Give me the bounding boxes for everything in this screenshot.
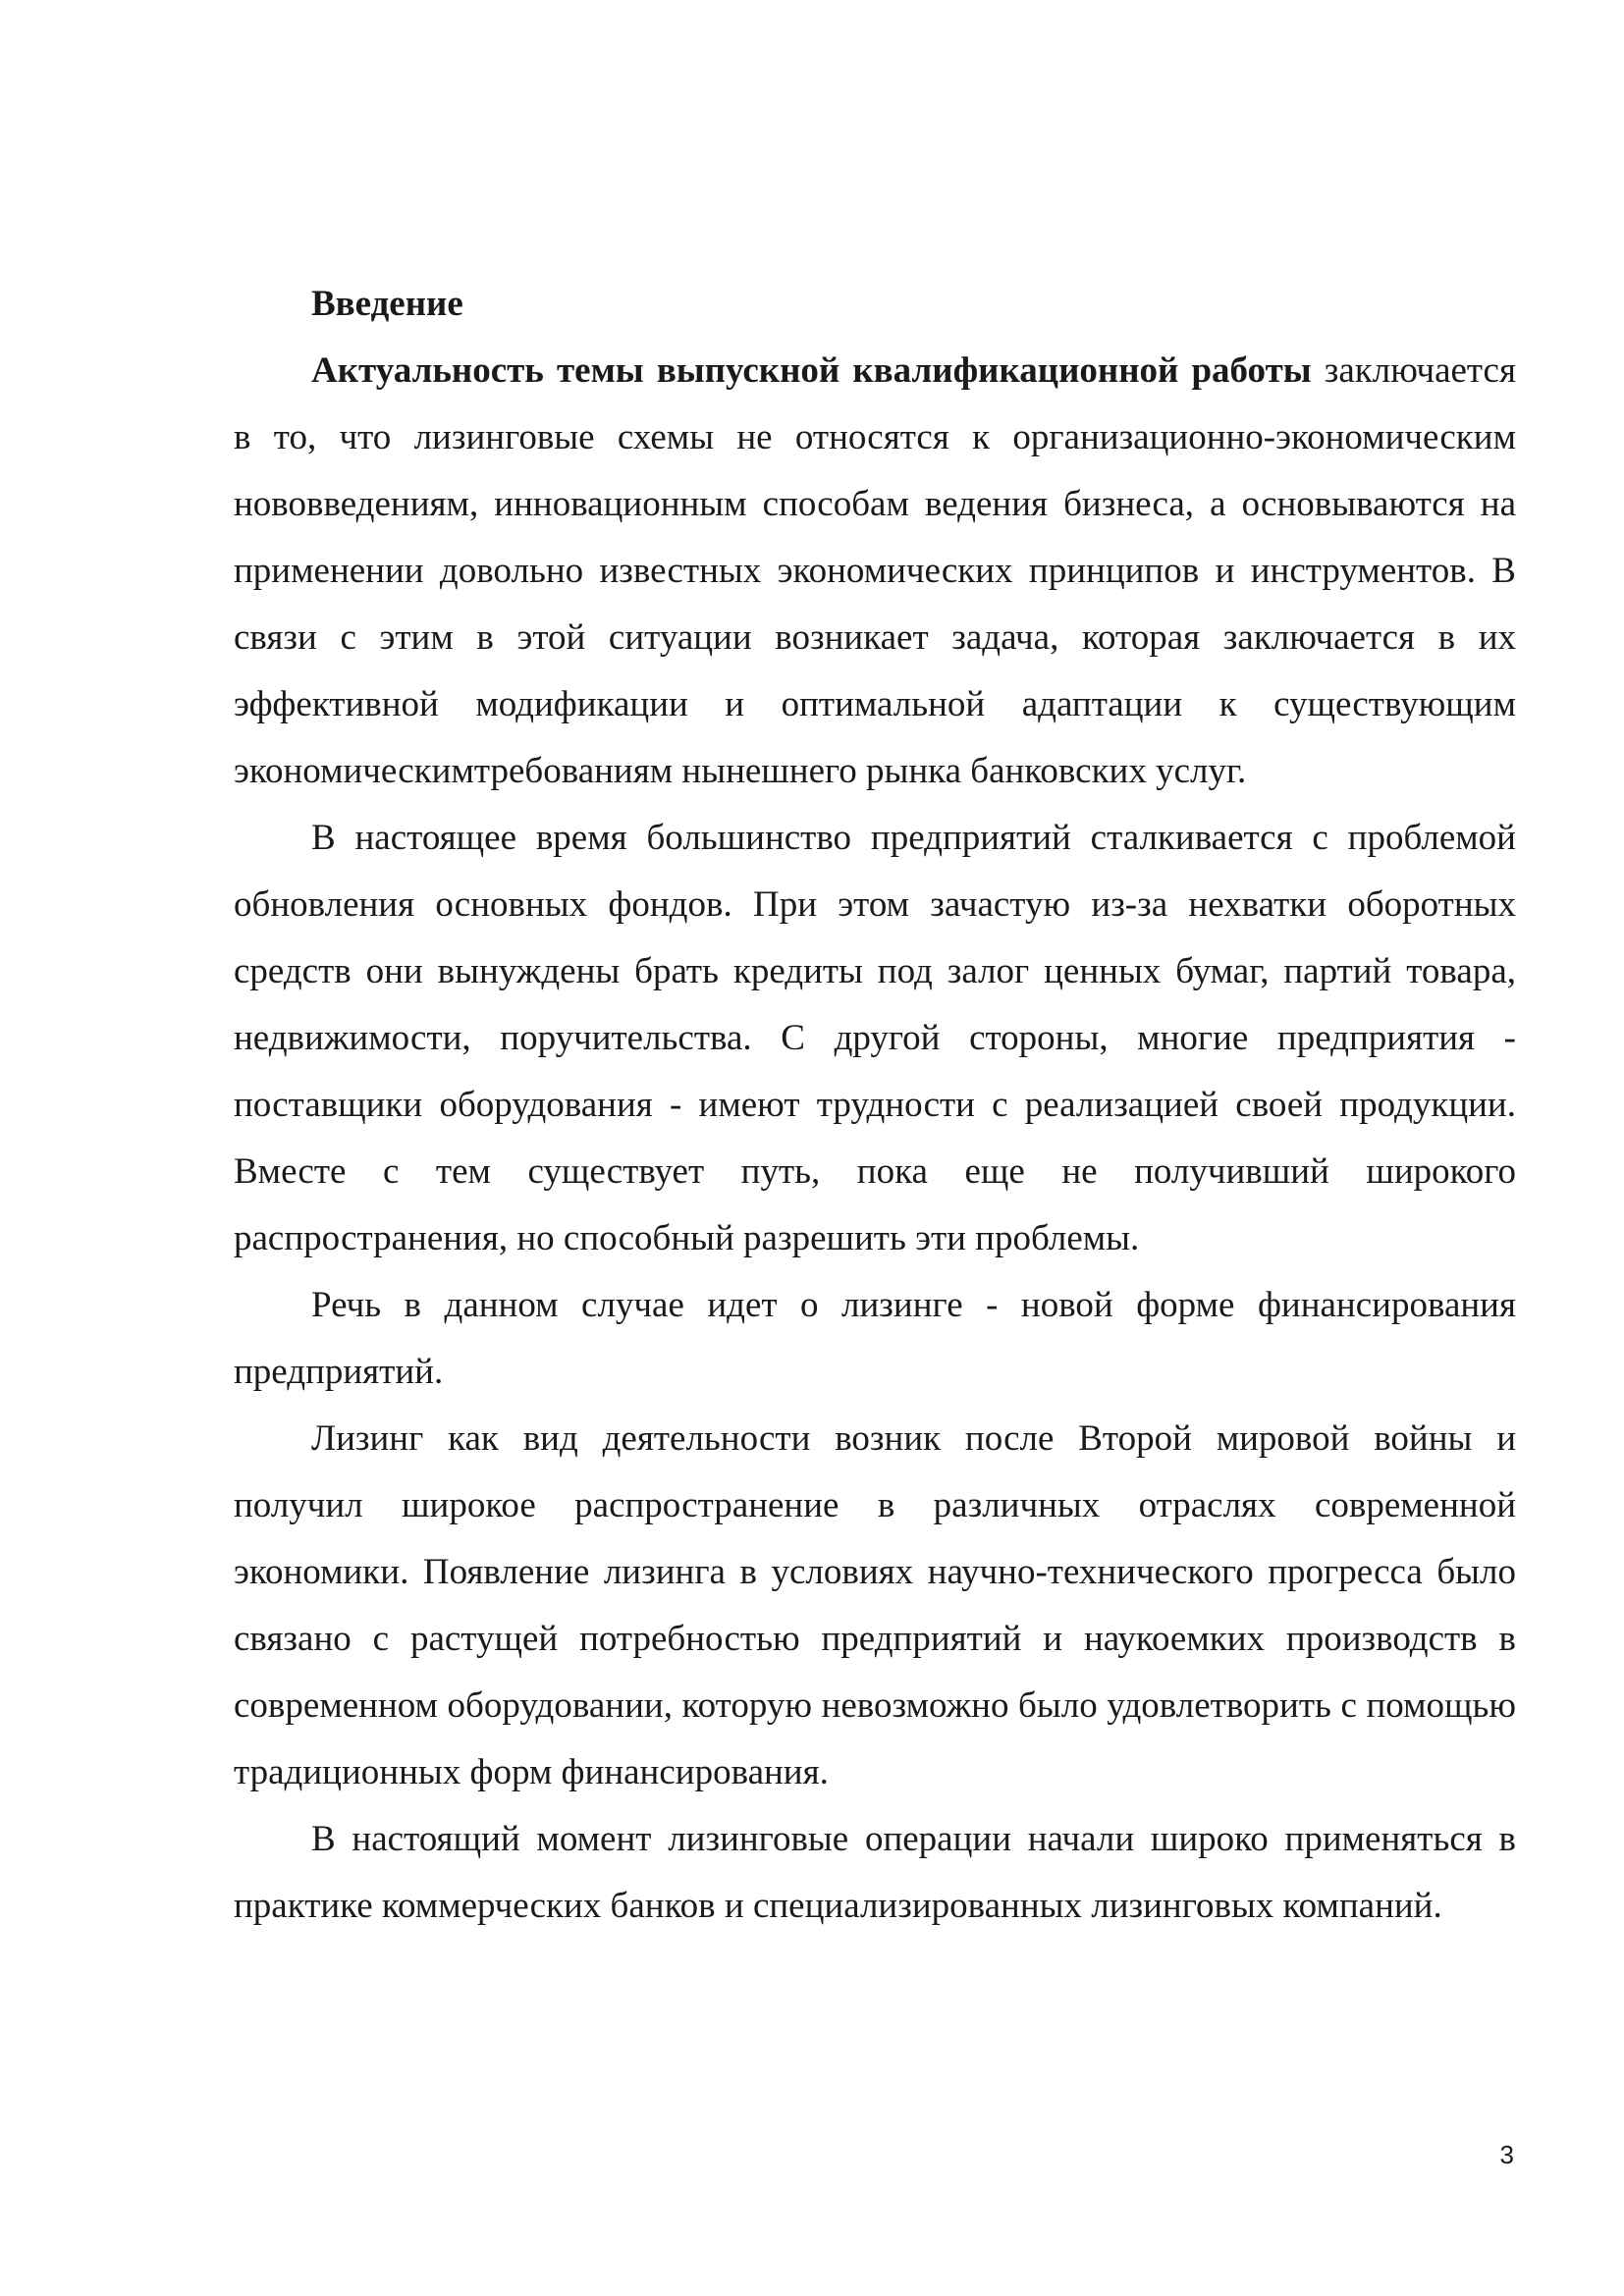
page-number: 3	[1499, 2140, 1514, 2169]
document-body	[234, 271, 1516, 1940]
paragraph-leasing-intro: Речь в данном случае идет о лизинге - новой форме финансирования предприятий.	[234, 1285, 1516, 1392]
section-heading: Введение	[311, 284, 463, 324]
paragraph-leasing-history: Лизинг как вид деятельности возник после Второй мировой войны и получил широкое распространение в различных отраслях современной экономики. Появление лизинга в условиях научно-технического прогресса было связано с растущей потребностью предприятий и наукоемких производств в современном оборудовании, которую невозможно было удовлетворить с помощью традиционных форм финансирования.	[234, 1418, 1516, 1792]
paragraph-text: заключается в то, что лизинговые схемы не относятся к организационно-экономическим нововведениям, инновационным способам ведения бизнеса, а основываются на применении довольно известных экономических принципов и инструментов. В связи с этим в этой ситуации возникает задача, которая заключается в их эффективной модификации и оптимальной адаптации к существующим экономическимтребованиям нынешнего рынка банковских услуг.	[234, 350, 1516, 791]
paragraph-relevance	[234, 338, 1516, 805]
paragraph-leasing-today: В настоящий момент лизинговые операции начали широко применяться в практике коммерческих банков и специализированных лизинговых компаний.	[234, 1819, 1516, 1926]
paragraph-fixed-assets: В настоящее время большинство предприятий сталкивается с проблемой обновления основных фондов. При этом зачастую из-за нехватки оборотных средств они вынуждены брать кредиты под залог ценных бумаг, партий товара, недвижимости, поручительства. С другой стороны, многие предприятия - поставщики оборудования - имеют трудности с реализацией своей продукции. Вместе с тем существует путь, пока еще не получивший широкого распространения, но способный разрешить эти проблемы.	[234, 818, 1516, 1258]
paragraph-lead-bold: Актуальность темы выпускной квалификационной работы	[311, 350, 1312, 391]
